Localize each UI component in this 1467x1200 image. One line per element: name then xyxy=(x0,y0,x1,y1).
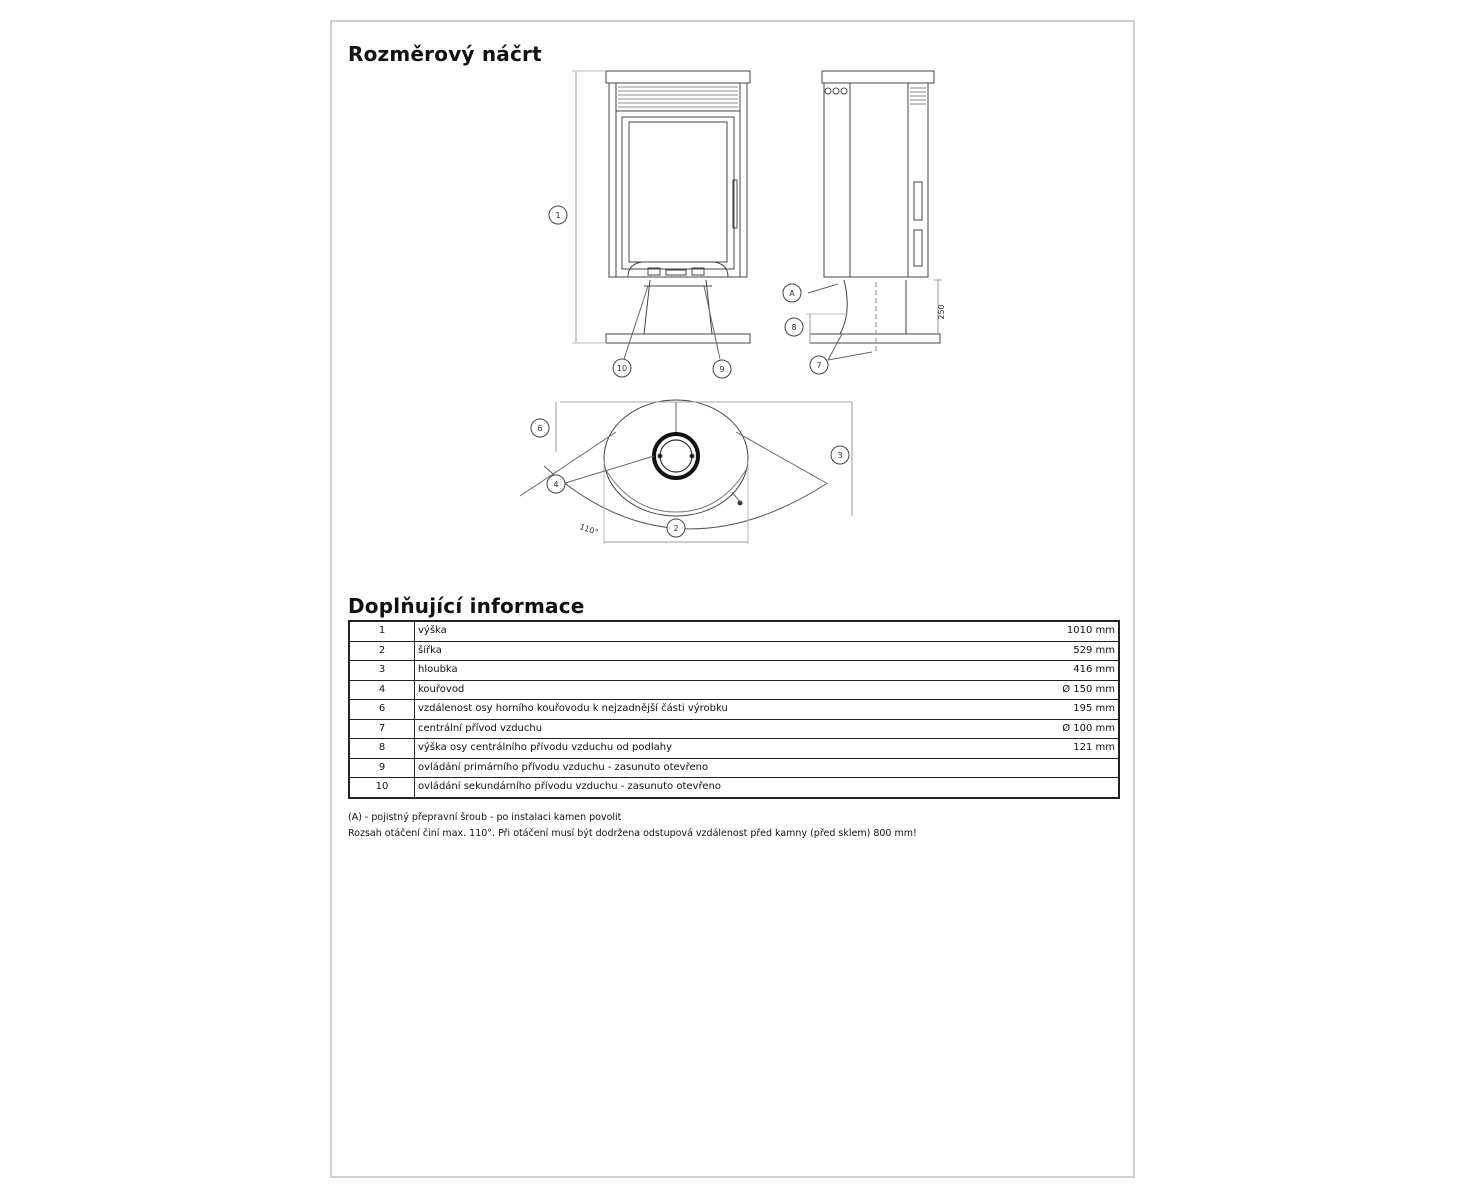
side-base-plate xyxy=(810,334,940,343)
side-grille-lines xyxy=(910,88,926,104)
side-pedestal xyxy=(840,280,906,334)
table-cell-value: Ø 150 mm xyxy=(1022,680,1119,700)
table-cell-value xyxy=(1022,758,1119,778)
table-cell-desc: šířka xyxy=(415,641,1023,661)
table-cell-value xyxy=(1022,778,1119,798)
callout-2-label: 2 xyxy=(673,524,679,533)
note-line-2: Rozsah otáčení činí max. 110°. Při otáčení musí být dodržena odstupová vzdálenost před kamny (před sklem) 800 mm! xyxy=(348,828,917,839)
table-cell-num: 1 xyxy=(349,621,415,641)
table-cell-value: 1010 mm xyxy=(1022,621,1119,641)
callout-9-label: 9 xyxy=(719,365,725,374)
table-cell-num: 4 xyxy=(349,680,415,700)
sketch-heading: Rozměrový náčrt xyxy=(348,42,542,66)
callout-7-label: 7 xyxy=(816,361,822,370)
table-cell-desc: kouřovod xyxy=(415,680,1023,700)
callout-4-label: 4 xyxy=(553,480,559,489)
document-page xyxy=(330,20,1135,1178)
table-cell-num: 6 xyxy=(349,700,415,720)
callout-10-label: 10 xyxy=(616,364,628,373)
table-cell-value: 416 mm xyxy=(1022,661,1119,681)
notes xyxy=(348,810,917,842)
table-cell-desc: ovládání sekundárního přívodu vzduchu - zasunuto otevřeno xyxy=(415,778,1023,798)
dimension-drawing xyxy=(332,22,1137,582)
front-glass-door xyxy=(629,122,727,262)
note-line-1: (A) - pojistný přepravní šroub - po instalaci kamen povolit xyxy=(348,812,622,823)
table-cell-num: 8 xyxy=(349,739,415,759)
table-cell-num: 2 xyxy=(349,641,415,661)
angle-110-label: 110° xyxy=(578,522,600,538)
side-rear-panel xyxy=(908,83,928,277)
front-grille-lines xyxy=(618,87,738,107)
table-row xyxy=(349,778,1119,798)
table-cell-num: 3 xyxy=(349,661,415,681)
dim-250-label: 250 xyxy=(937,304,946,320)
callout-3-label: 3 xyxy=(837,451,843,460)
table-cell-desc: výška xyxy=(415,621,1023,641)
callout-6-label: 6 xyxy=(537,424,543,433)
table-cell-desc: výška osy centrálního přívodu vzduchu od podlahy xyxy=(415,739,1023,759)
table-row xyxy=(349,758,1119,778)
table-row xyxy=(349,739,1119,759)
table-cell-desc: ovládání primárního přívodu vzduchu - zasunuto otevřeno xyxy=(415,758,1023,778)
side-body xyxy=(824,83,908,277)
callout-1-label: 1 xyxy=(555,211,561,220)
table-cell-desc: hloubka xyxy=(415,661,1023,681)
front-body xyxy=(609,83,747,277)
side-top-plate xyxy=(822,71,934,83)
table-row xyxy=(349,680,1119,700)
table-row xyxy=(349,621,1119,641)
table-cell-desc: vzdálenost osy horního kouřovodu k nejzadnější části výrobku xyxy=(415,700,1023,720)
info-heading: Doplňující informace xyxy=(348,594,585,618)
callout-8-label: 8 xyxy=(791,323,797,332)
table-cell-value: Ø 100 mm xyxy=(1022,719,1119,739)
table-cell-num: 9 xyxy=(349,758,415,778)
table-row xyxy=(349,700,1119,720)
front-top-plate xyxy=(606,71,750,83)
table-cell-desc: centrální přívod vzduchu xyxy=(415,719,1023,739)
front-pedestal xyxy=(644,280,712,334)
table-row xyxy=(349,641,1119,661)
front-base-plate xyxy=(606,334,750,343)
table-row xyxy=(349,661,1119,681)
table-cell-value: 529 mm xyxy=(1022,641,1119,661)
table-cell-num: 7 xyxy=(349,719,415,739)
table-cell-num: 10 xyxy=(349,778,415,798)
info-table xyxy=(348,620,1120,799)
table-cell-value: 121 mm xyxy=(1022,739,1119,759)
callout-A-label: A xyxy=(789,289,795,298)
table-cell-value: 195 mm xyxy=(1022,700,1119,720)
table-row xyxy=(349,719,1119,739)
